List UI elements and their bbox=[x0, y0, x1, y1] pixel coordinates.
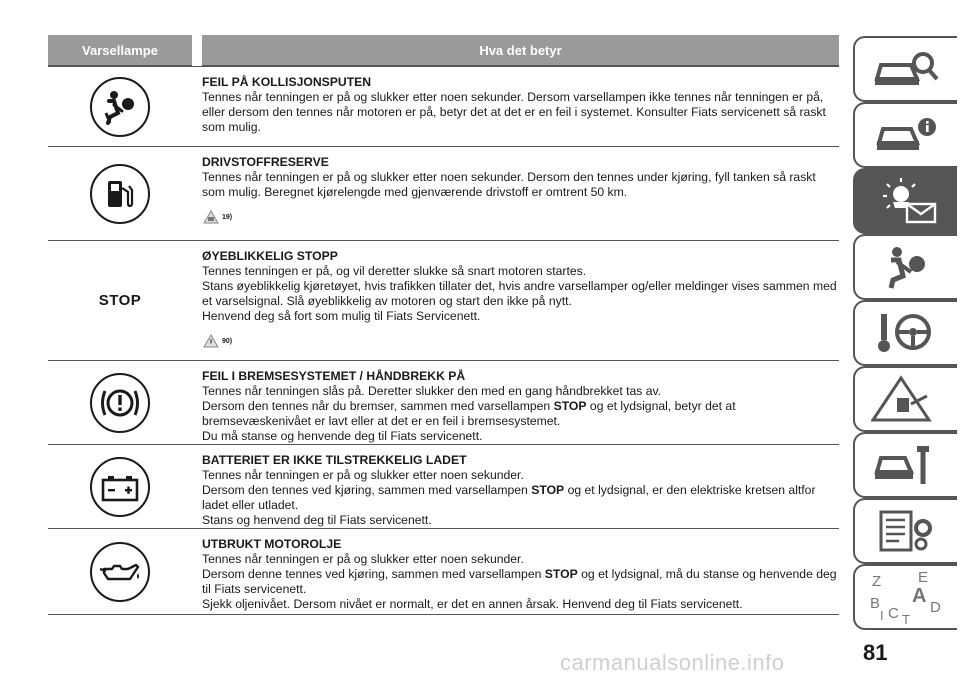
warning-light-message-icon bbox=[871, 176, 941, 226]
row-text: Henvend deg så fort som mulig til Fiats Servicenett. bbox=[202, 309, 481, 323]
row-text: Tennes når tenningen er på og slukker etter noen sekunder. bbox=[202, 468, 524, 482]
key-steering-wheel-icon bbox=[871, 308, 941, 358]
battery-icon bbox=[90, 457, 150, 517]
row-text: Tennes tenningen er på, og vil deretter slukke så snart motoren startes. bbox=[202, 264, 587, 278]
row-text: Tennes når tenningen er på og slukker etter noen sekunder. Dersom varsellampen ikke tennes når tenningen er på, eller dersom den tennes når motoren er på, betyr det at det er en feil i systemet. Konsulter Fiats servicenett så raskt som mulig. bbox=[202, 90, 826, 134]
watermark-text: carmanualsonline.info bbox=[560, 650, 785, 675]
chapter-tab-car-search[interactable] bbox=[853, 36, 957, 102]
row-title: UTBRUKT MOTOROLJE bbox=[202, 537, 342, 551]
table-row bbox=[48, 67, 839, 147]
chapter-tab-warning-lights[interactable] bbox=[853, 168, 957, 234]
fuel-pump-icon bbox=[90, 164, 150, 224]
road-warning-icon bbox=[871, 374, 941, 424]
warning-triangle-icon bbox=[202, 333, 220, 349]
car-search-icon bbox=[871, 47, 941, 91]
chapter-tab-maintenance[interactable] bbox=[853, 432, 957, 498]
row-text: Stans øyeblikkelig kjøretøyet, hvis trafikken tillater det, hvis andre varsellamper og/eller meldinger vises sammen med et varselsignal. Slå øyeblikkelig av motoren og start den ikke på nytt. bbox=[202, 279, 837, 308]
svg-text:Z: Z bbox=[872, 573, 882, 590]
warning-reference: 19) bbox=[202, 203, 839, 225]
specs-gear-icon bbox=[871, 506, 941, 556]
chapter-tab-car-info[interactable] bbox=[853, 102, 957, 168]
svg-text:C: C bbox=[888, 605, 899, 622]
hand-warning-icon bbox=[202, 209, 220, 225]
row-text: Tennes når tenningen er på og slukker etter noen sekunder. bbox=[202, 552, 524, 566]
chapter-tab-starting-driving[interactable] bbox=[853, 300, 957, 366]
svg-text:E: E bbox=[918, 569, 929, 586]
row-title: BATTERIET ER IKKE TILSTREKKELIG LADET bbox=[202, 453, 467, 467]
table-row bbox=[48, 147, 839, 241]
row-text: Tennes når tenningen er på og slukker etter noen sekunder. Dersom den tennes under kjøring, fyll tanken så raskt som mulig. Beregnet kjørelengde med gjenværende drivstoff er omtrent 50 km. bbox=[202, 170, 816, 199]
row-text: Sjekk oljenivået. Dersom nivået er normalt, er det en annen årsak. Henvend deg til Fiats servicenett. bbox=[202, 597, 743, 611]
chapter-tab-index[interactable] bbox=[853, 564, 957, 630]
svg-text:B: B bbox=[870, 595, 881, 612]
row-text: Tennes når tenningen slås på. Deretter slukker den med en gang håndbrekket tas av. bbox=[202, 384, 662, 398]
car-info-icon bbox=[871, 113, 941, 157]
chapter-tab-specs[interactable] bbox=[853, 498, 957, 564]
row-title: FEIL I BREMSESYSTEMET / HÅNDBREKK PÅ bbox=[202, 369, 466, 383]
table-header bbox=[48, 35, 839, 67]
row-title: ØYEBLIKKELIG STOPP bbox=[202, 249, 338, 263]
chapter-tab-emergency[interactable] bbox=[853, 366, 957, 432]
row-text: Dersom den tennes når du bremser, sammen med varsellampen STOP og et lydsignal, betyr det at bremsevæskenivået er lavt eller at det er en feil i bremsesystemet. bbox=[202, 399, 736, 428]
warning-reference: 90) bbox=[202, 327, 839, 349]
svg-text:D: D bbox=[930, 599, 941, 616]
warning-lights-table bbox=[48, 35, 839, 615]
svg-text:T: T bbox=[902, 612, 910, 626]
svg-text:A: A bbox=[912, 585, 927, 607]
brake-warning-icon bbox=[90, 373, 150, 433]
svg-text:I: I bbox=[880, 608, 884, 623]
row-text: Stans og henvend deg til Fiats servicenett. bbox=[202, 513, 432, 527]
header-meaning: Hva det betyr bbox=[479, 42, 562, 58]
table-row bbox=[48, 241, 839, 361]
table-row bbox=[48, 361, 839, 445]
airbag-icon bbox=[90, 77, 150, 137]
page-number: 81 bbox=[863, 640, 888, 665]
row-title: DRIVSTOFFRESERVE bbox=[202, 155, 329, 169]
oil-can-icon bbox=[90, 542, 150, 602]
row-title: FEIL PÅ KOLLISJONSPUTEN bbox=[202, 75, 372, 89]
table-row bbox=[48, 529, 839, 615]
chapter-tab-safety[interactable] bbox=[853, 234, 957, 300]
header-warning-light: Varsellampe bbox=[82, 42, 158, 58]
row-text: Dersom den tennes ved kjøring, sammen med varsellampen STOP og et lydsignal, er den elektriske kretsen altfor ladet eller utladet. bbox=[202, 483, 816, 512]
row-text: Dersom denne tennes ved kjøring, sammen med varsellampen STOP og et lydsignal, må du stanse og henvende deg til Fiats servicenett. bbox=[202, 567, 837, 596]
row-text: Du må stanse og henvende deg til Fiats servicenett. bbox=[202, 429, 483, 443]
alphabet-index-icon bbox=[866, 568, 946, 626]
table-row bbox=[48, 445, 839, 529]
seatbelt-airbag-icon bbox=[871, 242, 941, 292]
stop-icon: STOP bbox=[98, 292, 142, 309]
car-wrench-icon bbox=[871, 440, 941, 490]
